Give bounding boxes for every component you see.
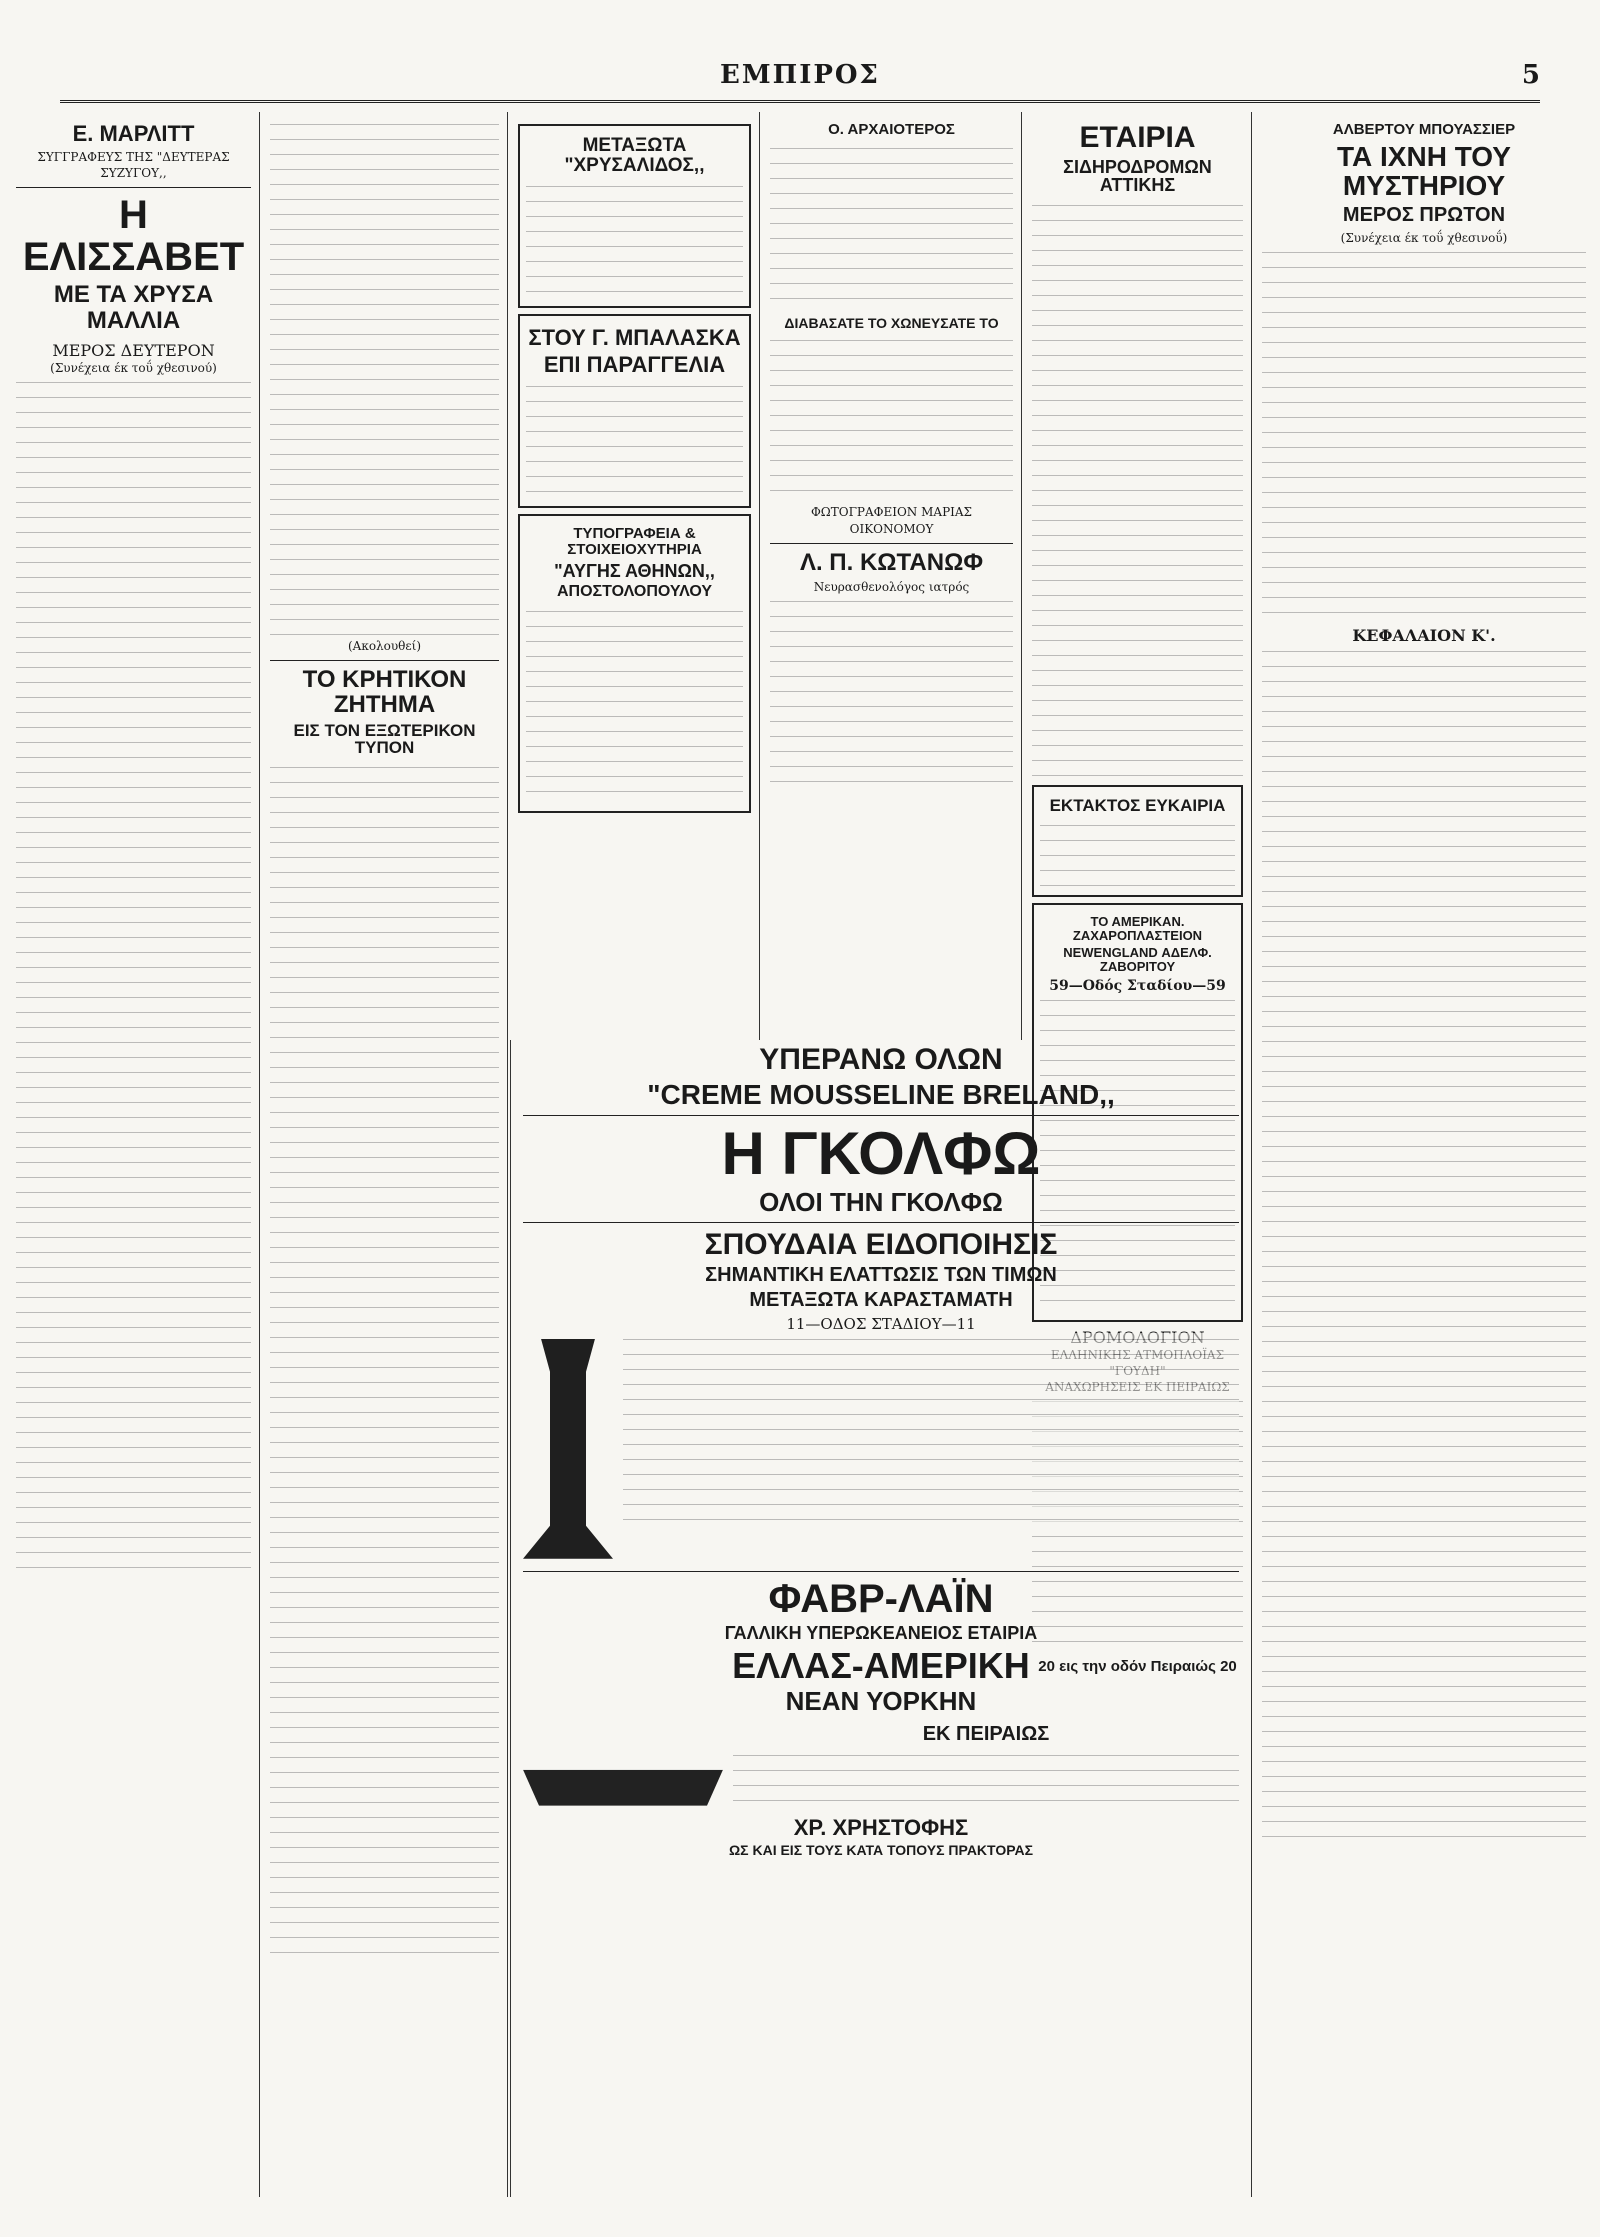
masthead: [60, 60, 1540, 103]
ad-subtitle: Νευρασθενολόγος ιατρός: [813, 580, 970, 594]
novel-title: Η ΕΛΙΣΣΑΒΕΤ: [22, 193, 245, 280]
ad-text: [770, 334, 1013, 504]
ad-subtitle: ΕΠΙ ΠΑΡΑΓΓΕΛΙΑ: [543, 351, 726, 377]
ad-text: [526, 605, 743, 805]
ad-text: [770, 142, 1013, 312]
ad-title: ΣΠΟΥΔΑΙΑ ΕΙΔΟΠΟΙΗΣΙΣ: [704, 1228, 1058, 1262]
ad-title: ΣΤΟΥ Γ. ΜΠΑΛΑΣΚΑ: [528, 324, 741, 350]
ad-title: 20 εις την οδόν Πειραιώς 20: [1038, 1658, 1237, 1676]
ad-agent: ΧΡ. ΧΡΗΣΤΟΦΗΣ: [793, 1814, 969, 1840]
ad-title: ΦΑΒΡ-ΛΑΪΝ: [768, 1576, 994, 1621]
ad-title: Η ΓΚΟΛΦΩ: [721, 1119, 1041, 1187]
ad-owner: ΑΠΟΣΤΟΛΟΠΟΥΛΟΥ: [556, 583, 713, 601]
ad-text: [1040, 819, 1235, 889]
center-ads: [510, 1040, 1252, 2197]
ad-subtitle: ΓΑΛΛΙΚΗ ΥΠΕΡΩΚΕΑΝΕΙΟΣ ΕΤΑΙΡΙΑ: [724, 1622, 1038, 1643]
ad-subtitle: ΣΗΜΑΝΤΙΚΗ ΕΛΑΤΤΩΣΙΣ ΤΩΝ ΤΙΜΩΝ: [705, 1263, 1057, 1286]
ad-title: ΥΠΕΡΑΝΩ ΟΛΩΝ: [759, 1043, 1003, 1076]
ad-title: Λ. Π. ΚΩΤΑΝΩΦ: [799, 548, 984, 576]
article-text: [16, 376, 251, 1576]
continuation-note: (Συνέχεια έκ τοΰ χθεσινοΰ): [1340, 230, 1508, 245]
ship-image: [523, 1726, 723, 1806]
ad-route: ΕΛΛΑΣ-ΑΜΕΡΙΚΗ: [732, 1644, 1030, 1686]
column-2: [262, 112, 508, 2197]
company-title: ΕΤΑΙΡΙΑ: [1079, 121, 1196, 154]
column-6: [1254, 112, 1594, 2197]
column-3: [510, 112, 760, 1040]
iron-beam-image: [523, 1339, 613, 1559]
part-label: ΜΕΡΟΣ ΔΕΥΤΕΡΟΝ: [52, 340, 215, 360]
ad-destination: ΝΕΑΝ ΥΟΡΚΗΝ: [785, 1686, 977, 1717]
author-name: Ε. ΜΑΡΛΙΤΤ: [72, 121, 195, 146]
article-text: [270, 761, 499, 1961]
page-number: 5: [1521, 60, 1540, 90]
ad-title: ΤΟ ΑΜΕΡΙΚΑΝ. ΖΑΧΑΡΟΠΛΑΣΤΕΙΟΝ: [1072, 914, 1203, 943]
article-text: [270, 118, 499, 638]
ad-footer: ΩΣ ΚΑΙ ΕΙΣ ΤΟΥΣ ΚΑΤΑ ΤΟΠΟΥΣ ΠΡΑΚΤΟΡΑΣ: [728, 1841, 1034, 1858]
column-4: [762, 112, 1022, 1040]
article-subtitle: ΕΙΣ ΤΟΝ ΕΞΩΤΕΡΙΚΟΝ ΤΥΠΟΝ: [293, 720, 476, 758]
ad-text: [526, 380, 743, 500]
article-text: [1262, 246, 1586, 626]
to-be-continued: (Ακολουθεί): [347, 639, 422, 653]
ad-subtitle: "ΑΥΓΗΣ ΑΘΗΝΩΝ,,: [554, 560, 715, 581]
ad-text: [623, 1333, 1239, 1533]
column-1: [8, 112, 260, 2197]
ad-slogan: ΟΛΟΙ ΤΗΝ ΓΚΟΛΦΩ: [759, 1186, 1003, 1217]
ad-title: ΔΙΑΒΑΣΑΤΕ ΤΟ ΧΩΝΕΥΣΑΤΕ ΤΟ: [784, 314, 999, 331]
ad-address: 11—ΟΔΟΣ ΣΤΑΔΙΟΥ—11: [786, 1314, 976, 1333]
ad-text: [770, 595, 1013, 795]
ad-product: "CREME MOUSSELINE BRELAND,,: [647, 1078, 1115, 1110]
author-subtitle: ΣΥΓΓΡΑΦΕΥΣ ΤΗΣ "ΔΕΥΤΕΡΑΣ ΣΥΖΥΓΟΥ,,: [37, 150, 230, 181]
ad-title: ΜΕΤΑΞΩΤΑ "ΧΡΥΣΑΛΙΔΟΣ,,: [564, 135, 705, 176]
chapter-title: ΚΕΦΑΛΑΙΟΝ Κ'.: [1352, 625, 1496, 645]
ad-title: ΤΥΠΟΓΡΑΦΕΙΑ & ΣΤΟΙΧΕΙΟΧΥΤΗΡΙΑ: [567, 525, 702, 558]
ad-brand: ΜΕΤΑΞΩΤΑ ΚΑΡΑΣΤΑΜΑΤΗ: [749, 1288, 1013, 1311]
part-label: ΜΕΡΟΣ ΠΡΩΤΟΝ: [1342, 203, 1506, 226]
ad-title: ΕΚΤΑΚΤΟΣ ΕΥΚΑΙΡΙΑ: [1049, 796, 1226, 816]
company-subtitle: ΣΙΔΗΡΟΔΡΟΜΩΝ ΑΤΤΙΚΗΣ: [1063, 156, 1212, 196]
ad-address: 59—Οδός Σταδίου—59: [1049, 977, 1226, 994]
departure-list: [733, 1749, 1239, 1809]
novel-title: ΤΑ ΙΧΝΗ ΤΟΥ ΜΥΣΤΗΡΙΟΥ: [1337, 140, 1511, 202]
newspaper-title: ΕΜΠΙΡΟΣ: [720, 60, 880, 90]
author-name: ΑΛΒΕΡΤΟΥ ΜΠΟΥΑΣΣΙΕΡ: [1332, 121, 1516, 138]
article-title: ΤΟ ΚΡΗΤΙΚΟΝ ΖΗΤΗΜΑ: [302, 666, 467, 719]
ad-subtitle: NEWENGLAND ΑΔΕΛΦ. ΖΑΒΟΡΙΤΟΥ: [1063, 945, 1212, 975]
novel-subtitle: ΜΕ ΤΑ ΧΡΥΣΑ ΜΑΛΛΙΑ: [53, 281, 214, 334]
continuation-note: (Συνέχεια έκ τοΰ χθεσινού): [50, 360, 217, 375]
ad-departures: ΕΚ ΠΕΙΡΑΙΩΣ: [922, 1722, 1050, 1745]
article-text: [1262, 645, 1586, 1845]
announcement-text: [1032, 199, 1243, 779]
ad-text: [526, 180, 743, 300]
ad-title: ΦΩΤΟΓΡΑΦΕΙΟΝ ΜΑΡΙΑΣ ΟΙΚΟΝΟΜΟΥ: [810, 505, 973, 536]
ad-title: Ο. ΑΡΧΑΙΟΤΕΡΟΣ: [828, 121, 955, 138]
